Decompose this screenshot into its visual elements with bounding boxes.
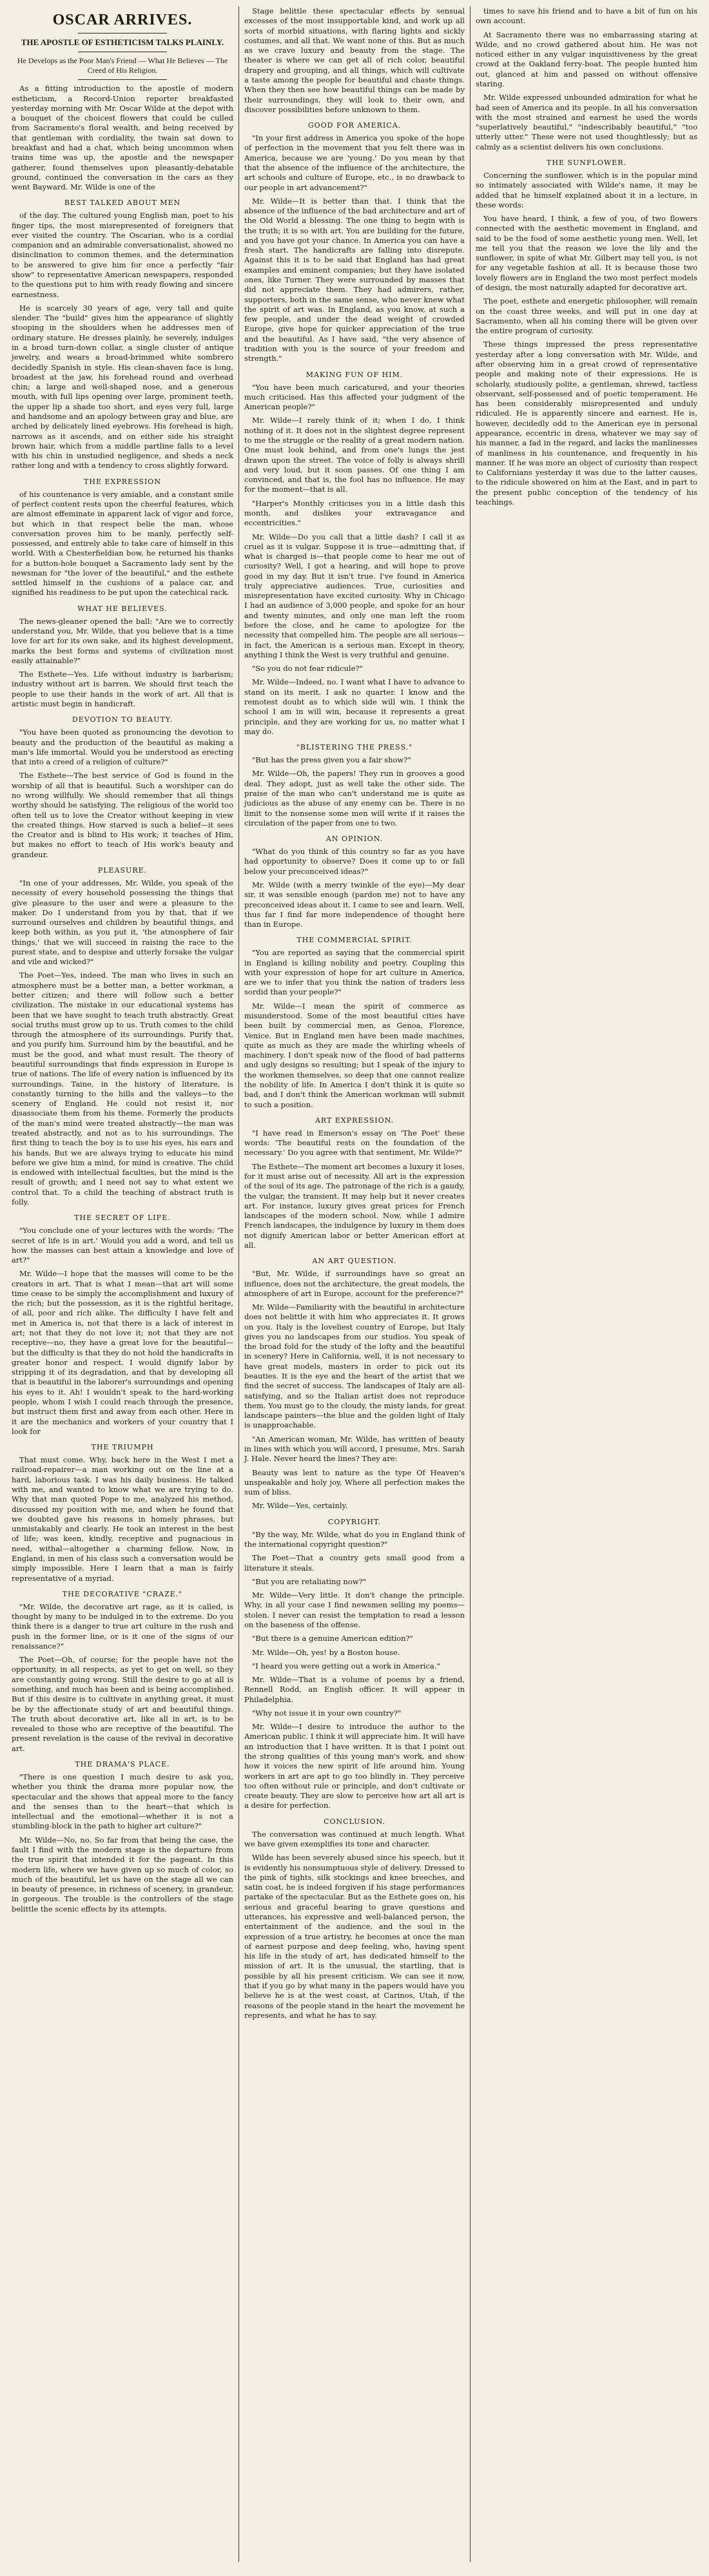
column-left	[6, 6, 238, 2562]
section-heading: AN ART QUESTION.	[312, 1257, 397, 1266]
paragraph: of his countenance is very amiable, and a constant smile of perfect content rests upon the cheerful features, which are almost effeminate in apparent lack of vigor and force, but which in that respect belie the man, whose conversation proves him to be manly, perfectly self-possessed, and entirely able to take care of himself in this world. With a Chesterfieldian bow, he returned his thanks for a button-hole bouquet a Sacramento lady sent by the newsman for "the lover of the beautiful," and the esthete settled himself in the cushions of a palace car, and signified his readiness to be put upon the catechical rack.	[12, 489, 233, 597]
paragraph: "By the way, Mr. Wilde, what do you in England think of the international copyright question?"	[244, 1529, 465, 1549]
column-left-body	[12, 84, 233, 1914]
paragraph: "I have read in Emerson's essay on 'The Poet' these words: 'The beautiful rests on the foundation of the necessary.' Do you agree with that sentiment, Mr. Wilde?"	[244, 1128, 465, 1157]
section-heading: ART EXPRESSION.	[315, 1116, 394, 1125]
section-heading: COPYRIGHT.	[327, 1517, 382, 1526]
column-fade	[471, 2544, 703, 2562]
paragraph: "An American woman, Mr. Wilde, has written of beauty in lines with which you will accord, I presume, Mrs. Sarah J. Hale. Never heard the lines? They are:	[244, 1434, 465, 1464]
article-headline: OSCAR ARRIVES.	[52, 12, 193, 28]
section-heading: THE EXPRESSION	[84, 477, 161, 486]
paragraph: The news-gleaner opened the ball: "Are we to correctly understand you, Mr. Wilde, that you believe that is a time love for art for its own sake, and its highest development, marks the best forms and systems of civilization most easily attainable?"	[12, 616, 233, 665]
section-heading: AN OPINION.	[325, 835, 384, 844]
paragraph: Beauty was lent to nature as the type Of Heaven's unspeakable and holy joy, Where all perfection makes the sum of bliss.	[244, 1467, 465, 1497]
paragraph: "But you are retaliating now?"	[252, 1576, 367, 1586]
section-heading: BEST TALKED ABOUT MEN	[64, 199, 181, 208]
paragraph: The conversation was continued at much length. What we have given exemplifies its tone and character.	[244, 1829, 465, 1848]
paragraph: The Poet—Yes, indeed. The man who lives in such an atmosphere must be a better man, a better workman, a better citizen; and there will follow such a better civilization. The mistake in our educational systems has been that we have sought to teach truth abstractly. Great social truths must grow up to us. Truth comes to the child through the atmosphere of its surroundings. Purify that, and you purify him. Surround him by the beautiful, and he must be the good, and what must result. The theory of beautiful surroundings that finds expression in Europe is true of nations. The life of every nation is influenced by its surroundings. Taine, in the history of literature, is constantly turning to the hills and the valleys—to the scenery of England. He could not resist it, nor disassociate them from his theme. Formerly the products of the man's mind were treated abstractly—the man was treated abstractly, and not as to his surroundings. The first thing to teach the boy is to use his eyes, his ears and his hands. But we are always trying to educate his mind before we give him a mind, for mind is creative. The child is endowed with intellectual faculties, but the mind is the result of growth; and I need not say to what extent we control that. To a child the teaching of abstract truth is folly.	[12, 971, 233, 1206]
paragraph: These things impressed the press representative yesterday after a long conversation with Mr. Wilde, and after observing him in a great crowd of representative people and making note of their expressions. He is scholarly, studiously polite, a gentleman, shrewd, tactless observant, self-possessed and of poetic temperament. He has been considerably misrepresented and unduly ridiculed. He is apparently sincere and earnest. He is, however, decidedly odd to the American eye in personal appearance, eccentric in dress, whatever we may say of his manner, a fad in the regard, and lacks the manlinesses of manliness in his countenance, and frequently in his manner. If he was more an object of curiosity than respect to Californians yesterday it was due to the latter causes, to the ridicule showered on him at the East, and in part to the present public conception of the tendency of his teachings.	[476, 340, 697, 507]
article-subhead: THE APOSTLE OF ESTHETICISM TALKS PLAINLY.	[21, 37, 224, 47]
column-fade	[239, 2544, 470, 2562]
paragraph: He is scarcely 30 years of age, very tall and quite slender. The "build" gives him the appearance of slightly stooping in the shoulders when he addresses men of ordinary stature. He dresses plainly, he severely, indulges in a broad turn-down collar, a single cluster of antique jewelry, and wears a broad-brimmed white sombrero decidedly Spanish in style. His clean-shaven face is long, broadest at the jaw, his forehead round and overhead chin; a large and well-shaped nose, and a generous mouth, with full lips opening over large, prominent teeth, the upper lip a shade too short, and eyes very full, large and handsome and an apology between gray and blue, are arched by delicately lined eyebrows. His forehead is high, narrows as it ascends, and on either side his straight brown hair, which from a middle partline falls to a level with his chin in unstudied negligence, and sheds a neck rather long and with a tendency to cross slightly forward.	[12, 303, 233, 470]
deck-rule	[78, 79, 167, 80]
paragraph: of the day. The cultured young English man, poet to his finger tips, the most misrepresented of foreigners that ever visited the country. The Oscarian, who is a cordial companion and an admirable conversationalist, showed no disinclination to common themes, and the determination to be answered to give him for once a perfectly "fair show" to representative American newspapers, responded to the questions put to him with ready flowing and sincere earnestness.	[12, 211, 233, 299]
paragraph: "You are reported as saying that the commercial spirit in England is killing nobility and poetry. Coupling this with your expression of hope for art culture in America, are we to infer that you think the nation of traders less sordid than your people?"	[244, 948, 465, 997]
paragraph: Mr. Wilde expressed unbounded admiration for what he had seen of America and its people. In all his conversation with the most strained and earnest he used the words "superlatively beautiful," "indescribably beautiful," "too utterly utter." These were not used thoughtlessly; but as calmly as a scientist delivers his own conclusions.	[476, 93, 697, 151]
paragraph: Mr. Wilde—I rarely think of it; when I do, I think nothing of it. It does not in the slightest degree represent to me the struggle or the reality of a great modern nation. One must look behind, and from one's lungs the jest drawn upon the street. The voice of folly is always shrill and very loud, but it soon passes. Of one thing I am convinced, and that is, the fool has no influence. He may for the moment—that is all.	[244, 416, 465, 494]
section-heading: THE DECORATIVE "CRAZE."	[62, 1589, 183, 1598]
paragraph: Mr. Wilde—Oh, yes! by a Boston house.	[252, 1647, 400, 1657]
paragraph: Mr. Wilde—Indeed, no. I want what I have to advance to stand on its merit. I ask no quarter. I know and the remotest doubt as to which side will win. I think the school I am in will win, because it represents a great principle, and they are working for us, no matter what I may do.	[244, 677, 465, 736]
paragraph: "Mr. Wilde, the decorative art rage, as it is called, is thought by many to be indulged in to the extreme. Do you think there is a danger to true art culture in the rush and push in the former line, or is it one of the signs of our renaissance?"	[12, 1602, 233, 1651]
paragraph: "I heard you were getting out a work in America."	[252, 1661, 440, 1671]
paragraph: The Poet—Oh, of course; for the people have not the opportunity, in all respects, as yet to get on well, so they are constantly going wrong. Still the desire to go at all is something, and much has been and is being accomplished. But if this desire is to cultivate in anything great, it must be by the affectionate study of art and beautiful things. The truth about decorative art, like all in art, is to be revealed to those who are receptive of the beautiful. The present revelation is the cause of the revival in decorative art.	[12, 1655, 233, 1753]
paragraph: Stage belittle these spectacular effects by sensual excesses of the most insupportable kind, and work up all sorts of morbid situations, with flaring lights and sickly costumes, and all that. We want none of this. But as much as we crave luxury and beauty from the stage. The theater is where we can get all of rich color, beautiful drapery and grouping, and all things, which will cultivate a taste among the people for beautiful and chaste things. When they then see how beautiful things can be made by their surroundings, they will look to their own, and discover possibilities before unknown to them.	[244, 6, 465, 114]
column-right-body	[476, 6, 697, 507]
paragraph: Concerning the sunflower, which is in the popular mind so intimately associated with Wilde's name, it may be added that he himself explained about it in a lecture, in these words:	[476, 170, 697, 209]
paragraph: The Esthete—The best service of God is found in the worship of all that is beautiful. Such a worshiper can do no wrong willfully. We should remember that all things worthy should be satisfying. The religious of the world too often tell us to love the Creator without keeping in view the created things. How starved is such a belief—it sees the Creator and is blind to His work; it teaches of Him, but makes no effort to teach of His work's beauty and grandeur.	[12, 771, 233, 859]
paragraph: Wilde has been severely abused since his speech, but it is evidently his nonsumptuous style of delivery. Dressed to the pink of tights, silk stockings and knee breeches, and satin coat, he is indeed forgiven if his stage performances partake of the spectacular. But as the Esthete goes on, his serious and graceful bearing to grave questions and utterances, his expressive and well-balanced person, the entertainment of the audience, and the soul in the expression of a true artistry, he becomes at once the man of earnest purpose and deep feeling, who, having spent his life in the study of art, has dedicated himself to the mission of art. It is the unusual, the startling, that is possible by all his present criticism. We can see it now, that if you go by what many in the papers would have you believe he is at the west coast, at Carinos, Utah, if the reasons of the people stand in the heart the movement he represents, and what he has to say.	[244, 1853, 465, 2020]
paragraph: The Poet—That a country gets small good from a literature it steals.	[244, 1553, 465, 1573]
section-heading: THE SECRET OF LIFE.	[74, 1214, 171, 1223]
paragraph: "In one of your addresses, Mr. Wilde, you speak of the necessity of every household possessing the things that give pleasure to the user and were a pleasure to the maker. Do I understand from you by that, that if we surround ourselves and children by beautiful things, and keep both within, as you put it, 'the atmosphere of fair things,' that we will succeed in raising the race to the purest state, and to despise and utterly forsake the vulgar and vile and wicked?"	[12, 878, 233, 967]
paragraph: You have heard, I think, a few of you, of two flowers connected with the aesthetic movement in England, and said to be the food of some aesthetic young men. Well, let me tell you that the reason we love the lily and the sunflower, in spite of what Mr. Gilbert may tell you, is not for any vegetable fashion at all. It is because those two lovely flowers are in England the two most perfect models of design, the most naturally adapted for decorative art.	[476, 214, 697, 293]
section-heading: MAKING FUN OF HIM.	[306, 370, 403, 379]
paragraph: Mr. Wilde—That is a volume of poems by a friend, Rennell Rodd, an English officer. It will appear in Philadelphia.	[244, 1675, 465, 1704]
paragraph: As a fitting introduction to the apostle of modern estheticism, a Record-Union reporter breakfasted yesterday morning with Mr. Oscar Wilde at the depot with a bouquet of the choicest flowers that could be culled from Sacramento's floral wealth, and being received by that gentleman with cordiality, the twain sat down to breakfast and had a chat, which being uncommon when trains time was up, the apostle and the newspaper gatherer, found themselves upon pleasantly-debatable ground, continued the conversation in the cars as they went Bayward. Mr. Wilde is one of the	[12, 84, 233, 192]
paragraph: "What do you think of this country so far as you have had opportunity to observe? Does it come up to or fall below your preconceived ideas?"	[244, 847, 465, 876]
article-deck: He Develops as the Poor Man's Friend — What He Believes — The Creed of His Religion.	[17, 56, 228, 75]
paragraph: "But has the press given you a fair show?"	[252, 755, 411, 765]
section-heading: "BLISTERING THE PRESS."	[296, 743, 413, 752]
paragraph: Mr. Wilde—Familiarity with the beautiful in architecture does not belittle it with him who appreciates it. It grows on you. Italy is the loveliest country of Europe, but Italy gives you no landscapes from our studios. You speak of the broad fold for the study of the lofty and the beautiful in scenery? Here in California, well, it is not necessary to have great models, masters in order to pick out its beauties. It is the eye and the heart of the artist that we find the secret of success. The landscapes of Italy are all-satisfying, and so the Italian artist does not reproduce them. You must go to the cloudy, the misty lands, for great landscape painters—the blue and the golden light of Italy is unapproachable.	[244, 1303, 465, 1430]
paragraph: "You have been quoted as pronouncing the devotion to beauty and the production of the beautiful as making a man's life immortal. Would you be understood as erecting that into a creed of a religion of culture?"	[12, 728, 233, 767]
paragraph: Mr. Wilde—I desire to introduce the author to the American public. I think it will appreciate him. It will have an introduction that I have written. It is that I point out the strong qualities of this young man's work, and show how it voices the new spirit of life around him. Young workers in art are apt to go too blindly in. They perceive too often without rule or principle, and don't cultivate or create beauty. They are slow to perceive how art all art is a desire for perfection.	[244, 1722, 465, 1810]
paragraph: "You conclude one of your lectures with the words: 'The secret of life is in art.' Would you add a word, and tell us how the masses can best attain a knowledge and love of art?"	[12, 1226, 233, 1265]
paragraph: Mr. Wilde—I hope that the masses will come to be the creators in art. That is what I mean—that art will some time cease to be simply the accomplishment and luxury of the rich; but the possession, as it is the rightful heritage, of all, poor and rich alike. The difficulty I have felt and met in America is, not that there is a lack of interest in art; not that they do not love it; not that they are not receptive—no, they have a great love for the beautiful—but the difficulty is that they do not hold the handicrafts in greater honor and respect. I would dignify labor by stripping it of its degradation, and that by developing all that is beautiful in the laborer's surroundings and opening his eyes to it. Ah! I wouldn't speak to the hard-working people, whom I wish I could reach through the presence, but instruct them first and away from each other. Here in it are the mechanics and workers of your country that I look for	[12, 1269, 233, 1436]
column-middle-body	[244, 6, 465, 2020]
section-heading: THE SUNFLOWER.	[547, 158, 626, 167]
section-heading: WHAT HE BELIEVES.	[77, 604, 168, 613]
paragraph: That must come. Why, back here in the West I met a railroad-repairer—a man working out on the line at a hard, laborious task. I was his daily business. He talked with me, and wanted to know what we are trying to do. Why that man quoted Pope to me, analyzed his method, discussed my position with me, and when he found that we doubted gave his reasons in homely phrases, but unmistakably and clearly. He took an interest in the best of life; was keen, kindly, receptive and pugnacious in need, withal—altogether a charming fellow. Now, in England, in men of his class such a conversation would be simply impossible. Here I learn that a man is fairly representative of a myriad.	[12, 1455, 233, 1583]
paragraph: "So you do not fear ridicule?"	[252, 664, 363, 673]
headline-rule	[78, 33, 167, 34]
section-heading: DEVOTION TO BEAUTY.	[72, 715, 173, 724]
paragraph: At Sacramento there was no embarrassing staring at Wilde, and no crowd gathered about him. He was not noticed either in any vulgar inquisitiveness by the great crowd at the Oakland ferry-boat. The people hunted him out, glanced at him and passed on without offensive staring.	[476, 30, 697, 88]
section-heading: CONCLUSION.	[324, 1817, 385, 1826]
paragraph: The poet, esthete and energetic philosopher, will remain on the coast three weeks, and will put in one day at Sacramento, when all his coming there will be given over the entire program of curiosity.	[476, 296, 697, 336]
paragraph: "There is one question I much desire to ask you, whether you think the drama more popular now, the spectacular and the shows that appeal more to the fancy and the senses than to the heart—that which is intellectual and the emotional—whether it is not a stumbling-block in the path to higher art culture?"	[12, 1772, 233, 1831]
paragraph: Mr. Wilde (with a merry twinkle of the eye)—My dear sir, it was sensible enough (pardon me) not to have any preconceived ideas about it. I came to see and learn. Well, thus far I find far more independence of thought here than in Europe.	[244, 880, 465, 929]
paragraph: times to save his friend and to have a bit of fun on his own account.	[476, 6, 697, 26]
paragraph: "Why not issue it in your own country?"	[252, 1708, 402, 1718]
paragraph: "But there is a genuine American edition?"	[252, 1634, 413, 1643]
paragraph: Mr. Wilde—No, no. So far from that being the case, the fault I find with the modern stage is the departure from the true spirit that intended it for the pageant. In this modern life, where we have given up so much of color, so much of the beautiful, let us have on the stage all we can in beauty of presence, in richness of scenery, in grandeur, in gorgeous. The trouble is the controllers of the stage belittle the scenic effects by its attempts.	[12, 1835, 233, 1913]
paragraph: "In your first address in America you spoke of the hope of perfection in the movement that you felt there was in America, because we are 'young.' Do you mean by that that the absence of the influence of the architecture, the art schools and culture of Europe, etc., is no drawback to our people in art advancement?"	[244, 133, 465, 192]
paragraph: Mr. Wilde—Very little. It don't change the principle. Why, in all your case I find newsmen selling my poems—stolen. I never can resist the temptation to read a lesson on the baseness of the offense.	[244, 1591, 465, 1629]
paragraph: Mr. Wilde—It is better than that. I think that the absence of the influence of the bad architecture and art of the Old World a blessing. The one thing to begin with is the truth; it is so with art. You are building for the future, and you have got your chance. In America you can have a fresh start. The handicrafts are falling into disrepute. Against this it is to be said that England has had great examples and eminent companies; but they have isolated ones, like Turner. They were surrounded by masses that did not appreciate them. They had admirers, rather, supporters, both in the same sense, who never knew what the spirit of art was. In England, as you know, at such a few people, and under the dead weight of crowded Europe, give hope for quicker appreciation of the true and the beautiful. As I have said, "the very absence of tradition with you is the source of your freedom and strength."	[244, 196, 465, 363]
section-heading: PLEASURE.	[97, 866, 148, 875]
section-heading: THE DRAMA'S PLACE.	[75, 1760, 170, 1768]
section-heading: THE COMMERCIAL SPIRIT.	[296, 936, 413, 945]
column-middle	[238, 6, 471, 2562]
paragraph: Mr. Wilde—I mean the spirit of commerce as misunderstood. Some of the most beautiful cities have been built by commercial men, as Genoa, Florence, Venice. But in England men have been made machines, quite as much as they are made the whirling wheels of machinery. I don't speak now of the flood of bad patterns and ugly designs so resulting; but I speak of the injury to the workmen themselves, so deep that one cannot realize the nobility of life. In America I don't think it is quite so bad, and I don't think the American workman will submit to such a position.	[244, 1001, 465, 1109]
paragraph: The Esthete—Yes. Life without industry is barbarism; industry without art is barren. We should first teach the people to use their hands in the work of art. All that is artistic must begin in handicraft.	[12, 670, 233, 708]
paragraph: The Esthete—The moment art becomes a luxury it loses, for it must arise out of necessity. All art is the expression of the soul of its age. The patronage of the rich is a gaudy, the vulgar, the transient. It may help but it never creates art. For instance, luxury gives great prices for French landscapes of the modern school. Now, while I admire French landscapes, the indulgence by luxury in them does not dignify American labor or better American effort at all.	[244, 1161, 465, 1250]
column-fade	[6, 2544, 238, 2562]
paragraph: "You have been much caricatured, and your theories much criticised. Has this affected your judgment of the American people?"	[244, 382, 465, 412]
paragraph: Mr. Wilde—Do you call that a little dash? I call it as cruel as it is vulgar. Suppose it is true—admitting that, if what is charged is—that people come to hear me out of curiosity? Well, I got a hearing, and will hope to prove good in my day. But it isn't true. I've found in America truly appreciative audiences. True, curiosities and misrepresentation have excited curiosity. Why in Chicago I had an audience of 3,000 people, and spoke for an hour and twenty minutes, and only one man left the room before the close, and he came to apologize for the necessity that compelled him. The people are all serious—in fact, the American is a serious man. Except in theory, anything I think the West is very truthful and genuine.	[244, 532, 465, 659]
column-right	[471, 6, 703, 2562]
paragraph: Mr. Wilde—Oh, the papers! They run in grooves a good deal. They adopt, just as well take the other side. The praise of the man who can't understand me is quite as judicious as the abuse of any enemy can be. There is no limit to the nonsense some men will write if it raises the circulation of the paper from one to two.	[244, 769, 465, 828]
section-heading: THE TRIUMPH	[91, 1443, 154, 1452]
section-heading: GOOD FOR AMERICA.	[307, 121, 402, 130]
paragraph: Mr. Wilde—Yes, certainly.	[252, 1501, 348, 1511]
paragraph: "But, Mr. Wilde, if surroundings have so great an influence, does not the architecture, the great models, the atmosphere of art in Europe, account for the preference?"	[244, 1269, 465, 1298]
paragraph: "Harper's Monthly criticises you in a little dash this month, and dislikes your extravagance and eccentricities."	[244, 498, 465, 528]
